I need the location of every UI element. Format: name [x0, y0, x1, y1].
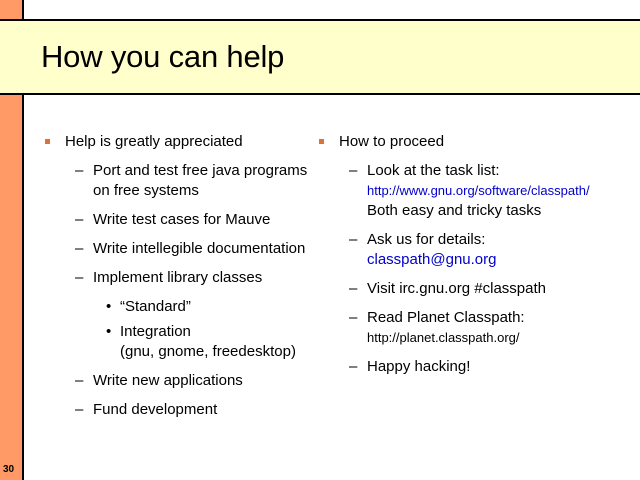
- sub-bullet-irc: [316, 279, 640, 299]
- title-band: [22, 19, 640, 95]
- bullet-text: Read Planet Classpath:: [367, 309, 525, 326]
- bullet-text: Visit irc.gnu.org #classpath: [367, 280, 546, 297]
- dash-bullet-icon: –: [349, 162, 358, 179]
- right-column: [316, 132, 640, 386]
- bullet-text: Ask us for details:: [367, 231, 486, 248]
- dash-bullet-icon: –: [349, 358, 358, 375]
- dash-bullet-icon: –: [75, 401, 84, 418]
- dash-bullet-icon: –: [349, 309, 358, 326]
- dash-bullet-icon: –: [75, 372, 84, 389]
- bullet-text: Write intellegible documentation: [93, 240, 306, 257]
- sub-bullet-task-list: [316, 161, 640, 221]
- bullet-text-line1: Port and test free java programs: [93, 162, 308, 179]
- bullet-text: Help is greatly appreciated: [65, 133, 243, 150]
- bullet-help-appreciated: [42, 132, 327, 152]
- dash-bullet-icon: –: [75, 211, 84, 228]
- bullet-text: Write test cases for Mauve: [93, 211, 271, 228]
- bullet-text: Implement library classes: [93, 269, 263, 286]
- bullet-text-line2: on free systems: [93, 182, 199, 199]
- bullet-text: Happy hacking!: [367, 358, 471, 375]
- page-number: 30: [3, 464, 15, 475]
- dash-bullet-icon: –: [75, 162, 84, 179]
- dash-bullet-icon: –: [349, 280, 358, 297]
- bullet-text: How to proceed: [339, 133, 445, 150]
- dash-bullet-icon: –: [75, 269, 84, 286]
- sub-sub-bullet-standard: [42, 297, 327, 317]
- bullet-how-to-proceed: [316, 132, 640, 152]
- slide-title: How you can help: [41, 39, 285, 74]
- dot-bullet-icon: •: [106, 298, 112, 315]
- bullet-text-line2: (gnu, gnome, freedesktop): [120, 343, 296, 360]
- sidebar-title-band: [0, 19, 22, 95]
- bullet-text-line1: Integration: [120, 323, 191, 340]
- dash-bullet-icon: –: [75, 240, 84, 257]
- dash-bullet-icon: –: [349, 231, 358, 248]
- sub-sub-bullet-integration: [42, 322, 327, 362]
- sub-bullet-new-applications: [42, 371, 327, 391]
- sub-bullet-happy-hacking: [316, 357, 640, 377]
- square-bullet-icon: [319, 139, 324, 144]
- bullet-note: Both easy and tricky tasks: [367, 202, 542, 219]
- bullet-text: Look at the task list:: [367, 162, 500, 179]
- bullet-text: Fund development: [93, 401, 218, 418]
- slide-sidebar: [0, 0, 24, 480]
- sub-bullet-test-cases: [42, 210, 327, 230]
- dot-bullet-icon: •: [106, 323, 112, 340]
- square-bullet-icon: [45, 139, 50, 144]
- sub-bullet-port-test: [42, 161, 327, 201]
- task-list-link[interactable]: http://www.gnu.org/software/classpath/: [367, 183, 590, 198]
- sub-bullet-library-classes: [42, 268, 327, 288]
- bullet-text: “Standard”: [120, 298, 191, 315]
- sub-bullet-fund-development: [42, 400, 327, 420]
- bullet-text: Write new applications: [93, 372, 243, 389]
- sub-bullet-ask-us: [316, 230, 640, 270]
- planet-url[interactable]: http://planet.classpath.org/: [367, 330, 520, 345]
- left-column: [42, 132, 327, 429]
- sub-bullet-planet: [316, 308, 640, 348]
- sub-bullet-documentation: [42, 239, 327, 259]
- email-link[interactable]: classpath@gnu.org: [367, 251, 497, 268]
